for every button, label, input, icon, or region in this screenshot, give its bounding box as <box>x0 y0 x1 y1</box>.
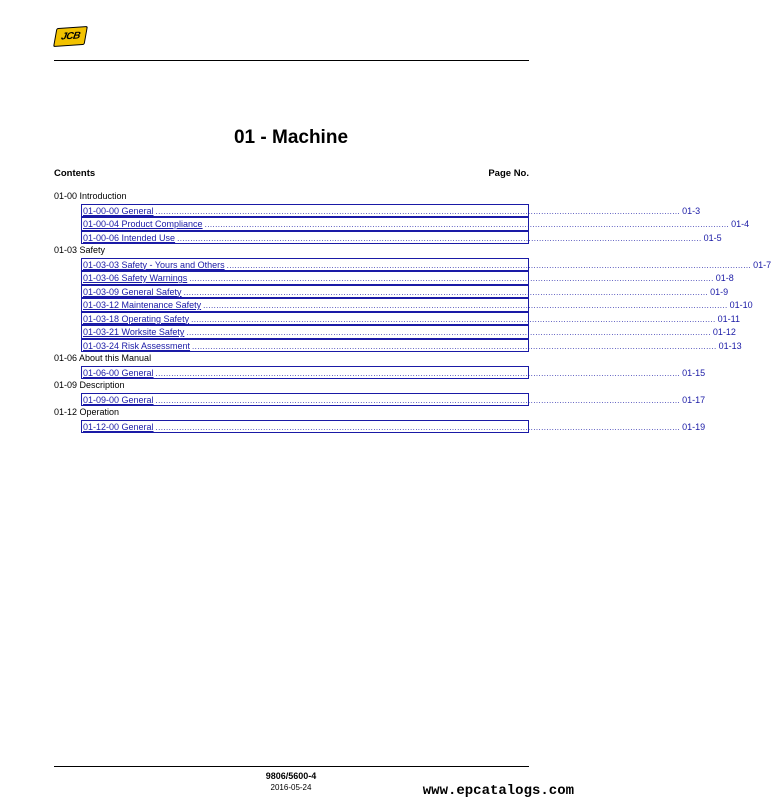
toc-entry-page: 01-4 <box>731 219 750 229</box>
toc-entry-page: 01-7 <box>753 259 771 270</box>
toc-entry-title: 01-09-00 General <box>83 394 154 405</box>
toc-entry-link[interactable] <box>81 420 706 434</box>
toc-entry-link[interactable] <box>81 231 722 245</box>
toc-section-heading: 01-00 Introduction <box>54 191 127 201</box>
page-no-label: Page No. <box>488 168 529 179</box>
toc-entry-link[interactable] <box>81 366 706 380</box>
toc-entry-page: 01-17 <box>682 394 706 405</box>
toc-entry-link[interactable] <box>81 258 771 272</box>
jcb-logo <box>53 26 88 47</box>
toc-entry-title: 01-00-06 Intended Use <box>83 232 176 243</box>
toc-entry-link[interactable] <box>81 298 753 312</box>
toc-section-heading: 01-12 Operation <box>54 407 120 417</box>
watermark-text: www.epcatalogs.com <box>422 783 574 799</box>
toc-entry-link[interactable] <box>81 204 701 218</box>
toc-section-heading: 01-09 Description <box>54 380 125 390</box>
toc-entry-title: 01-03-24 Risk Assessment <box>83 340 191 351</box>
toc-entry-title: 01-03-06 Safety Warnings <box>83 273 188 283</box>
toc-entry-link[interactable] <box>81 285 729 299</box>
dot-leader: ........................................................................................................................................................................................................ <box>203 301 728 310</box>
toc-entry-title: 01-00-04 Product Compliance <box>83 219 203 229</box>
toc-entry-link[interactable] <box>81 393 706 407</box>
footer-rule <box>54 766 529 767</box>
toc-entry-link[interactable] <box>81 271 734 285</box>
toc-entry-title: 01-03-03 Safety - Yours and Others <box>83 259 225 270</box>
toc-entry-page: 01-5 <box>703 232 722 243</box>
toc-entry-link[interactable] <box>81 339 742 353</box>
dot-leader: ........................................................................................................................................................................................................ <box>186 328 711 337</box>
toc-entry-title: 01-06-00 General <box>83 367 154 378</box>
dot-leader: ........................................................................................................................................................................................................ <box>192 341 717 351</box>
dot-leader: ........................................................................................................................................................................................................ <box>183 287 709 297</box>
toc-entry-page: 01-3 <box>682 205 701 216</box>
toc-entry-page: 01-19 <box>682 421 706 432</box>
toc-entry-title: 01-03-09 General Safety <box>83 286 182 297</box>
toc-entry-page: 01-13 <box>718 340 742 351</box>
toc-entry-title: 01-00-00 General <box>83 205 154 216</box>
dot-leader: ........................................................................................................................................................................................................ <box>155 206 681 216</box>
contents-label: Contents <box>54 168 96 179</box>
dot-leader: ........................................................................................................................................................................................................ <box>189 274 714 283</box>
toc-entry-link[interactable] <box>81 325 736 339</box>
dot-leader: ........................................................................................................................................................................................................ <box>204 220 730 229</box>
toc-entry-title: 01-03-12 Maintenance Safety <box>83 300 202 310</box>
table-of-contents <box>54 190 771 433</box>
toc-entry-title: 01-03-18 Operating Safety <box>83 313 190 324</box>
dot-leader: ........................................................................................................................................................................................................ <box>155 368 681 378</box>
toc-entry-page: 01-10 <box>729 300 753 310</box>
toc-entry-title: 01-03-21 Worksite Safety <box>83 327 185 337</box>
dot-leader: ........................................................................................................................................................................................................ <box>226 260 752 270</box>
toc-entry-page: 01-9 <box>710 286 729 297</box>
logo-text: JCB <box>60 30 81 43</box>
toc-entry-link[interactable] <box>81 312 740 326</box>
toc-entry-page: 01-15 <box>682 367 706 378</box>
dot-leader: ........................................................................................................................................................................................................ <box>191 314 716 324</box>
toc-entry-page: 01-12 <box>712 327 736 337</box>
page-title: 01 - Machine <box>233 127 349 148</box>
dot-leader: ........................................................................................................................................................................................................ <box>155 422 681 432</box>
toc-entry-link[interactable] <box>81 217 750 231</box>
contents-header <box>54 168 529 179</box>
dot-leader: ........................................................................................................................................................................................................ <box>177 233 702 243</box>
toc-section-heading: 01-03 Safety <box>54 245 106 255</box>
header-rule <box>54 60 529 61</box>
document-number: 9806/5600-4 <box>265 771 317 781</box>
toc-entry-page: 01-8 <box>715 273 734 283</box>
dot-leader: ........................................................................................................................................................................................................ <box>155 395 681 405</box>
toc-section-heading: 01-06 About this Manual <box>54 353 152 363</box>
document-date: 2016-05-24 <box>270 783 312 792</box>
toc-entry-title: 01-12-00 General <box>83 421 154 432</box>
toc-entry-page: 01-11 <box>717 313 740 324</box>
